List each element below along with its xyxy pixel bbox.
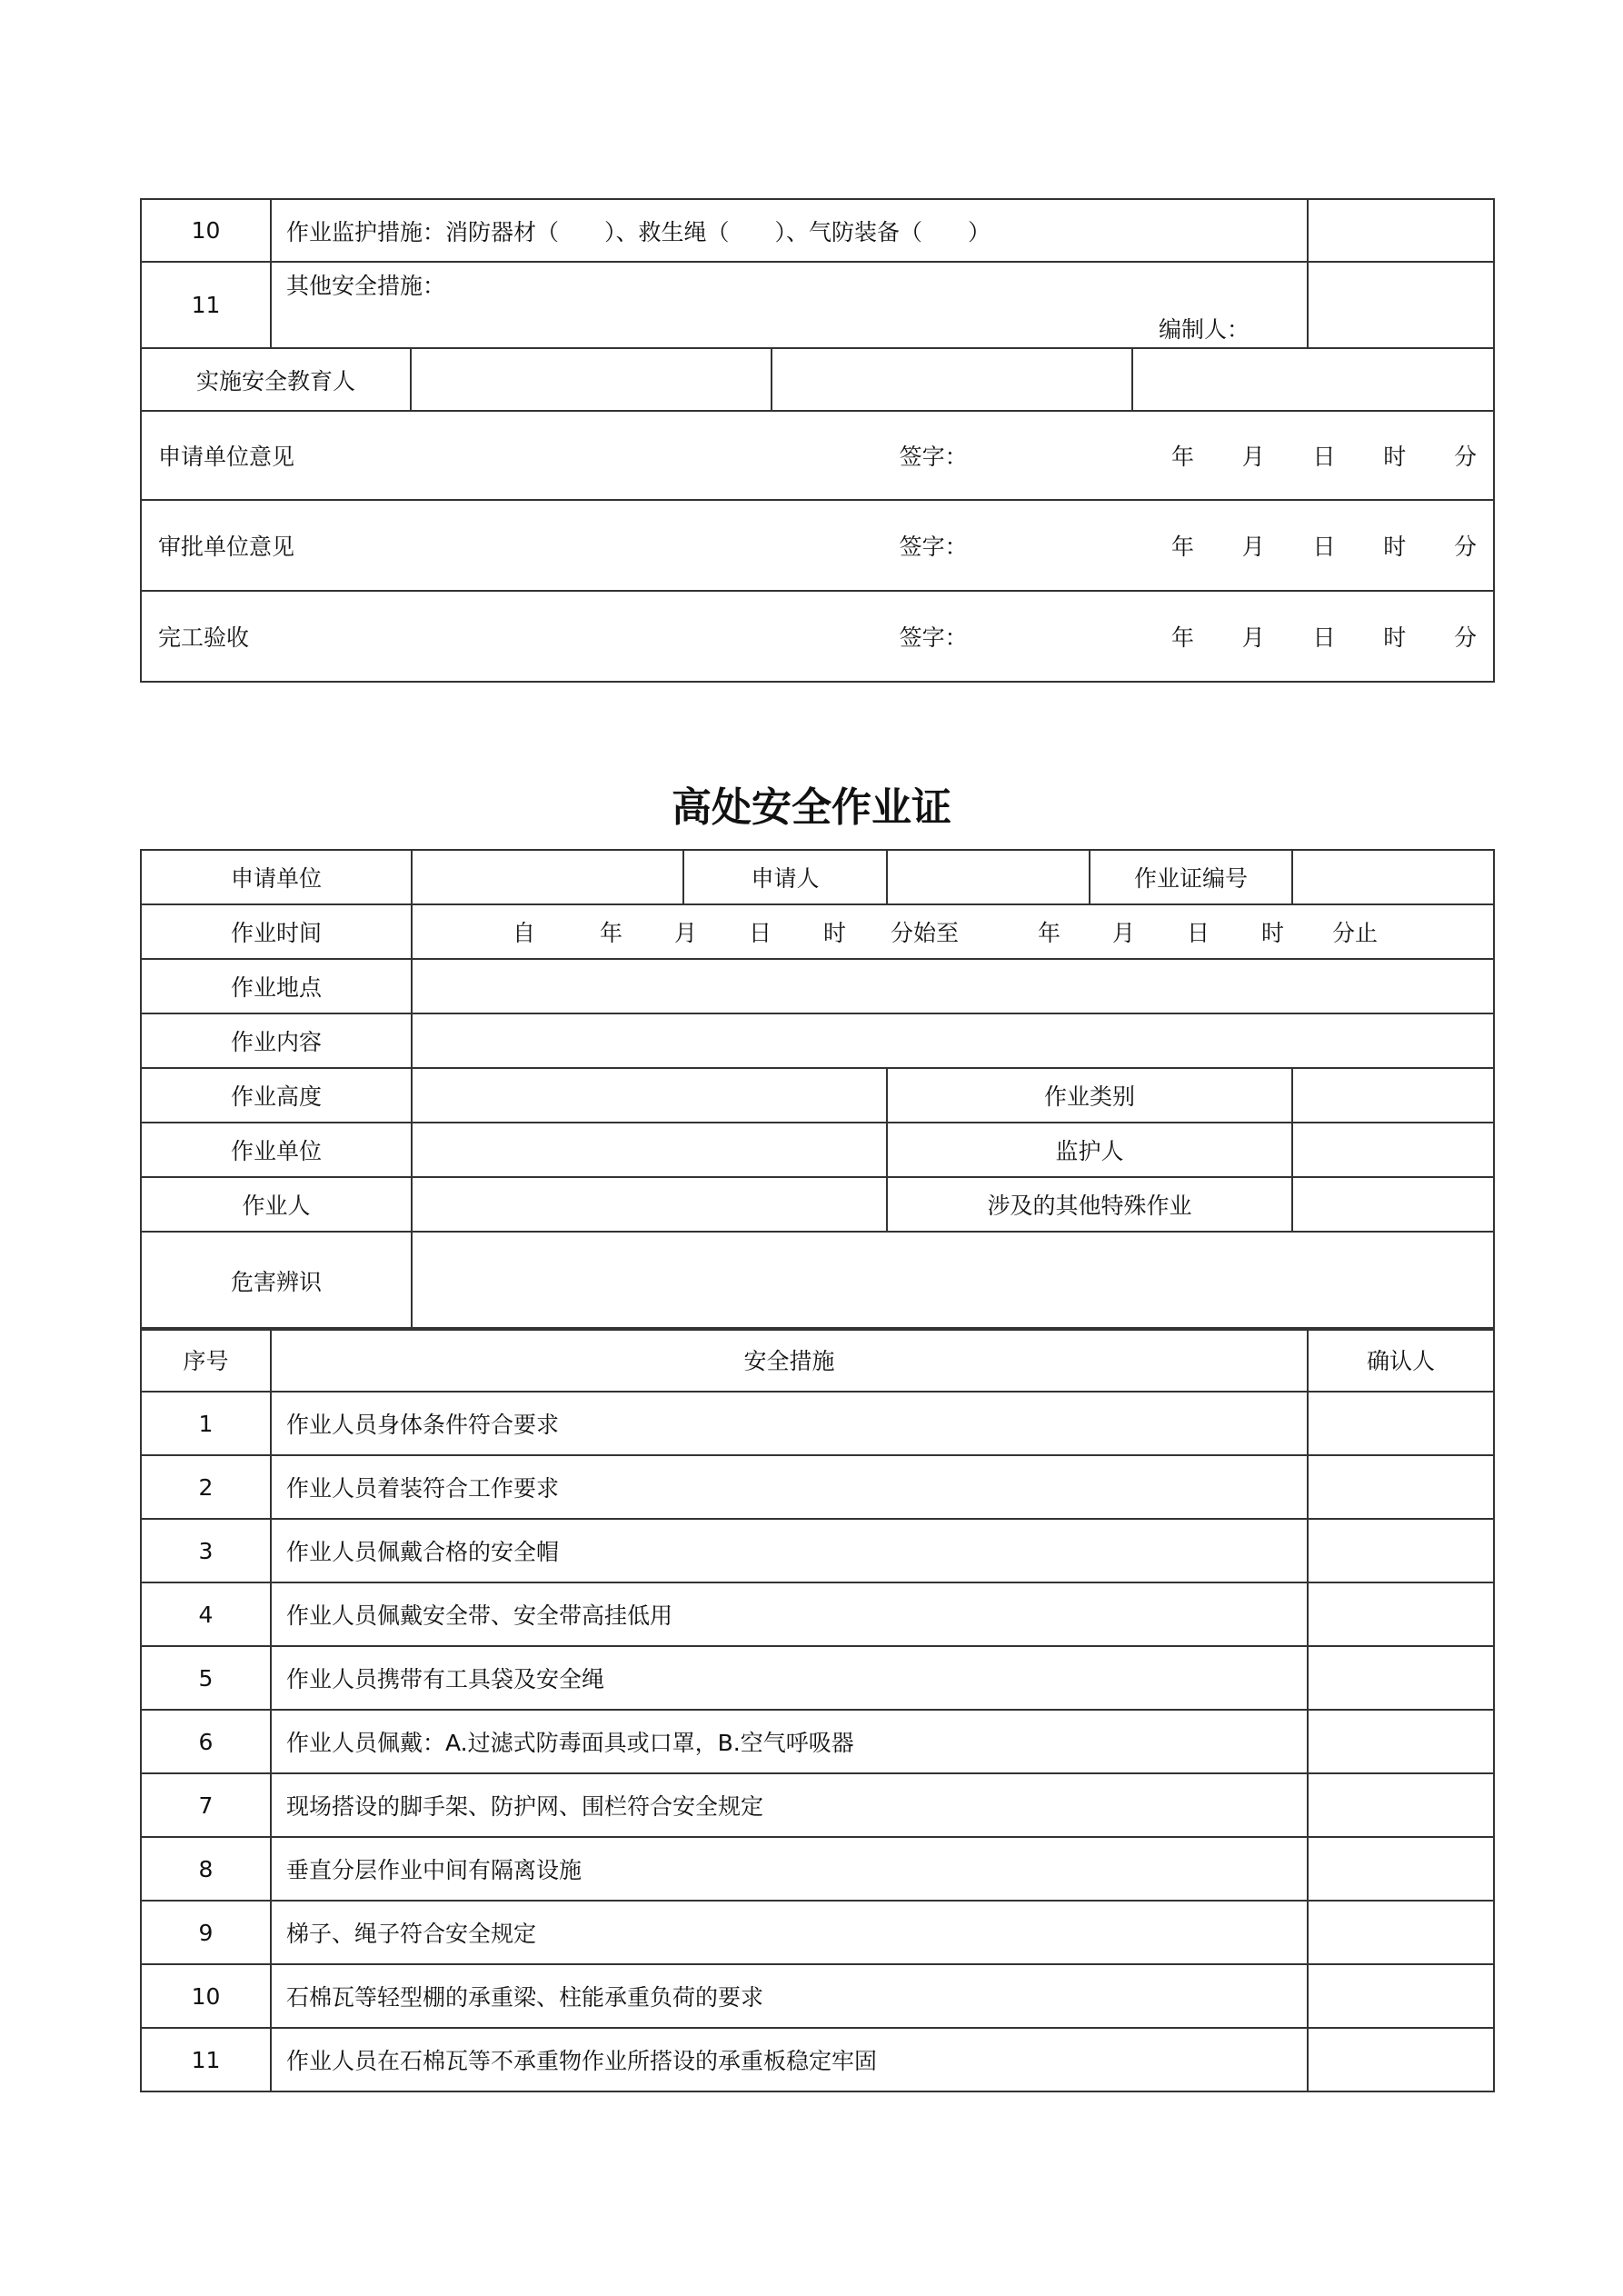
day-label: 日 <box>1312 534 1336 560</box>
table-row <box>141 1232 1494 1330</box>
apply-opinion-cell[interactable] <box>141 411 1494 500</box>
work-content-label: 作业内容 <box>141 1013 412 1068</box>
safety-measures-table <box>140 1327 1495 2092</box>
sign-label: 签字： <box>899 444 968 470</box>
continued-measures-table <box>140 198 1495 683</box>
row-number: 10 <box>141 199 271 262</box>
permit-no-field[interactable] <box>1292 850 1494 904</box>
row-number: 7 <box>141 1773 271 1837</box>
other-measures-label: 其他安全措施： <box>286 273 446 299</box>
permit-no-label: 作业证编号 <box>1090 850 1292 904</box>
month-label: 月 <box>1241 624 1265 651</box>
month-label: 月 <box>1241 444 1265 470</box>
table-row <box>141 1773 1494 1837</box>
opinion-row <box>141 591 1494 682</box>
confirm-cell[interactable] <box>1308 1519 1494 1582</box>
guardian-field[interactable] <box>1292 1123 1494 1177</box>
table-row <box>141 1837 1494 1901</box>
measure-text: 作业人员佩戴：A.过滤式防毒面具或口罩，B.空气呼吸器 <box>271 1710 1308 1773</box>
time-year: 年 <box>600 920 623 946</box>
work-time-field[interactable] <box>412 904 1494 959</box>
time-end-minute: 分止 <box>1332 920 1379 946</box>
minute-label: 分 <box>1454 534 1478 560</box>
worker-label: 作业人 <box>141 1177 412 1232</box>
hazard-field[interactable] <box>412 1232 1494 1330</box>
educator-label: 实施安全教育人 <box>141 348 411 411</box>
table-row <box>141 1964 1494 2028</box>
work-unit-field[interactable] <box>412 1123 887 1177</box>
table-row <box>141 1177 1494 1232</box>
time-month: 月 <box>674 920 698 946</box>
sign-label: 签字： <box>899 534 968 560</box>
measure-text: 现场搭设的脚手架、防护网、围栏符合安全规定 <box>271 1773 1308 1837</box>
completion-cell[interactable] <box>141 591 1494 682</box>
month-label: 月 <box>1241 534 1265 560</box>
table-row <box>141 262 1494 348</box>
measure-text: 作业人员携带有工具袋及安全绳 <box>271 1646 1308 1710</box>
header-confirm: 确认人 <box>1308 1328 1494 1392</box>
day-label: 日 <box>1312 624 1336 651</box>
confirm-cell[interactable] <box>1308 1392 1494 1455</box>
work-height-field[interactable] <box>412 1068 887 1123</box>
day-label: 日 <box>1312 444 1336 470</box>
guardian-label: 监护人 <box>887 1123 1292 1177</box>
row-number: 11 <box>141 262 271 348</box>
confirm-cell[interactable] <box>1308 1901 1494 1964</box>
educator-field[interactable] <box>1132 348 1494 411</box>
year-label: 年 <box>1170 444 1194 470</box>
hazard-label: 危害辨识 <box>141 1232 412 1330</box>
measure-text: 作业人员佩戴安全带、安全带高挂低用 <box>271 1582 1308 1646</box>
measure-text: 作业人员身体条件符合要求 <box>271 1392 1308 1455</box>
time-hour-end: 时 <box>1261 920 1285 946</box>
year-label: 年 <box>1170 624 1194 651</box>
row-number: 5 <box>141 1646 271 1710</box>
confirm-cell[interactable] <box>1308 1455 1494 1519</box>
table-row <box>141 1646 1494 1710</box>
row-number: 3 <box>141 1519 271 1582</box>
row-number: 1 <box>141 1392 271 1455</box>
confirm-cell[interactable] <box>1308 1773 1494 1837</box>
opinion-label: 申请单位意见 <box>158 444 295 470</box>
measure-text: 作业人员佩戴合格的安全帽 <box>271 1519 1308 1582</box>
header-num: 序号 <box>141 1328 271 1392</box>
other-measures-cell[interactable] <box>271 262 1308 348</box>
row-number: 2 <box>141 1455 271 1519</box>
measure-text: 梯子、绳子符合安全规定 <box>271 1901 1308 1964</box>
work-content-field[interactable] <box>412 1013 1494 1068</box>
table-row <box>141 2028 1494 2091</box>
row-number: 4 <box>141 1582 271 1646</box>
table-row <box>141 1519 1494 1582</box>
measure-text: 作业监护措施：消防器材（ ）、救生绳（ ）、气防装备（ ） <box>271 199 1308 262</box>
opinion-label: 完工验收 <box>158 624 250 651</box>
permit-info-table <box>140 849 1495 1331</box>
table-row <box>141 1710 1494 1773</box>
opinion-row <box>141 411 1494 500</box>
opinion-row <box>141 500 1494 591</box>
table-row <box>141 1392 1494 1455</box>
page-title: 高处安全作业证 <box>672 784 951 831</box>
table-row <box>141 1582 1494 1646</box>
row-number: 8 <box>141 1837 271 1901</box>
table-row <box>141 1901 1494 1964</box>
hour-label: 时 <box>1383 444 1407 470</box>
confirm-cell[interactable] <box>1308 1837 1494 1901</box>
time-day-end: 日 <box>1187 920 1210 946</box>
work-time-label: 作业时间 <box>141 904 412 959</box>
measure-text: 作业人员在石棉瓦等不承重物作业所搭设的承重板稳定牢固 <box>271 2028 1308 2091</box>
table-row <box>141 959 1494 1013</box>
row-number: 6 <box>141 1710 271 1773</box>
educator-field[interactable] <box>772 348 1132 411</box>
time-start-minute: 分始至 <box>891 920 960 946</box>
confirm-cell[interactable] <box>1308 1710 1494 1773</box>
minute-label: 分 <box>1454 624 1478 651</box>
apply-unit-field[interactable] <box>412 850 683 904</box>
row-number: 11 <box>141 2028 271 2091</box>
table-row <box>141 199 1494 262</box>
table-row <box>141 1013 1494 1068</box>
table-header-row <box>141 1328 1494 1392</box>
table-row <box>141 1123 1494 1177</box>
measure-text: 作业人员着装符合工作要求 <box>271 1455 1308 1519</box>
time-month-end: 月 <box>1112 920 1136 946</box>
confirm-cell[interactable] <box>1308 262 1494 348</box>
other-special-field[interactable] <box>1292 1177 1494 1232</box>
table-row <box>141 850 1494 904</box>
confirm-cell[interactable] <box>1308 1582 1494 1646</box>
work-unit-label: 作业单位 <box>141 1123 412 1177</box>
table-row <box>141 1455 1494 1519</box>
educator-field[interactable] <box>411 348 772 411</box>
applicant-label: 申请人 <box>683 850 887 904</box>
other-special-label: 涉及的其他特殊作业 <box>887 1177 1292 1232</box>
time-hour: 时 <box>823 920 847 946</box>
confirm-cell[interactable] <box>1308 199 1494 262</box>
sign-label: 签字： <box>899 624 968 651</box>
measure-text: 垂直分层作业中间有隔离设施 <box>271 1837 1308 1901</box>
hour-label: 时 <box>1383 534 1407 560</box>
measure-text: 石棉瓦等轻型棚的承重梁、柱能承重负荷的要求 <box>271 1964 1308 2028</box>
table-row <box>141 1068 1494 1123</box>
work-place-label: 作业地点 <box>141 959 412 1013</box>
row-number: 9 <box>141 1901 271 1964</box>
time-year-end: 年 <box>1038 920 1061 946</box>
row-number: 10 <box>141 1964 271 2028</box>
work-category-label: 作业类别 <box>887 1068 1292 1123</box>
confirm-cell[interactable] <box>1308 1646 1494 1710</box>
minute-label: 分 <box>1454 444 1478 470</box>
hour-label: 时 <box>1383 624 1407 651</box>
work-category-field[interactable] <box>1292 1068 1494 1123</box>
header-measure: 安全措施 <box>271 1328 1308 1392</box>
table-row <box>141 348 1494 411</box>
work-place-field[interactable] <box>412 959 1494 1013</box>
confirm-cell[interactable] <box>1308 1964 1494 2028</box>
time-from: 自 <box>513 920 536 946</box>
applicant-field[interactable] <box>887 850 1090 904</box>
worker-field[interactable] <box>412 1177 887 1232</box>
work-height-label: 作业高度 <box>141 1068 412 1123</box>
year-label: 年 <box>1170 534 1194 560</box>
opinion-label: 审批单位意见 <box>158 534 295 560</box>
table-row <box>141 904 1494 959</box>
compiler-label: 编制人： <box>1159 316 1250 343</box>
approve-opinion-cell[interactable] <box>141 500 1494 591</box>
apply-unit-label: 申请单位 <box>141 850 412 904</box>
confirm-cell[interactable] <box>1308 2028 1494 2091</box>
time-day: 日 <box>749 920 772 946</box>
